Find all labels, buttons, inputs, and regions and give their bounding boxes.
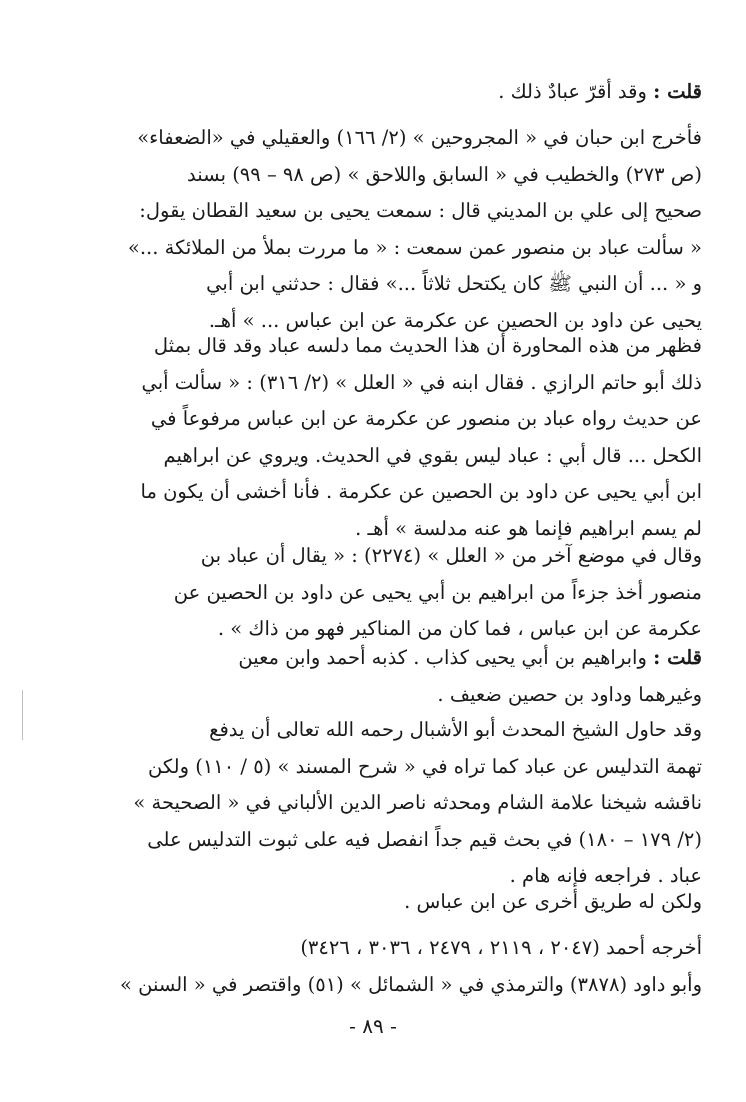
text-line: (٢/ ١٧٩ – ١٨٠) في بحث قيم جداً انفصل فيه على ثبوت التدليس على	[147, 827, 702, 851]
paragraph-3	[62, 328, 702, 547]
paragraph-7	[62, 884, 702, 921]
text-line: عن حديث رواه عباد بن منصور عن عكرمة عن ابن عباس مرفوعاً في	[150, 407, 702, 430]
text-line: أخرجه أحمد (٢٠٤٧ ، ٢١١٩ ، ٢٤٧٩ ، ٣٠٣٦ ، ٣٤٢٦)	[300, 936, 702, 959]
text-line	[62, 640, 702, 677]
page-number: - ٨٩ -	[349, 1014, 397, 1038]
text-line: وغيرهما وداود بن حصين ضعيف .	[437, 682, 702, 706]
text-line: صحيح إلى علي بن المديني قال : سمعت يحيى بن سعيد القطان يقول:	[139, 199, 702, 222]
paragraph-lead: قلت :	[653, 80, 702, 103]
paragraph-2	[62, 120, 702, 339]
paragraph-4	[62, 538, 702, 648]
paragraph-5	[62, 640, 702, 713]
margin-scan-mark	[22, 690, 23, 740]
text-line: ولكن له طريق أخرى عن ابن عباس .	[404, 890, 702, 913]
text-line: وأبو داود (٣٨٧٨) والترمذي في « الشمائل » (٥١) واقتصر في « السنن »	[119, 972, 702, 996]
text-line: لم يسم ابراهيم فإنما هو عنه مدلسة » أهـ .	[355, 516, 702, 540]
text-line: وقد حاول الشيخ المحدث أبو الأشبال رحمه الله تعالى أن يدفع	[209, 718, 702, 741]
paragraph-1	[62, 74, 702, 111]
text-line: منصور أخذ جزءاً من ابراهيم بن أبي يحيى عن داود بن الحصين عن	[173, 580, 702, 604]
text-line: ابن أبي يحيى عن داود بن الحصين عن عكرمة . فأنا أخشى أن يكون ما	[140, 480, 702, 503]
text-line: « سألت عباد بن منصور عمن سمعت : « ما مررت بملأ من الملائكة ...»	[127, 235, 702, 259]
text-line: فأخرج ابن حبان في « المجروحين » (٢/ ١٦٦) والعقيلي في «الضعفاء»	[137, 126, 702, 149]
text-line: ذلك أبو حاتم الرازي . فقال ابنه في « العلل » (٢/ ٣١٦) : « سألت أبي	[141, 370, 702, 394]
text-line: الكحل ... قال أبي : عباد ليس بقوي في الحديث. ويروي عن ابراهيم	[163, 443, 702, 467]
text-line: ناقشه شيخنا علامة الشام ومحدثه ناصر الدين الألباني في « الصحيحة »	[133, 791, 702, 814]
paragraph-8	[62, 930, 702, 1003]
line-text: وابراهيم بن أبي يحيى كذاب . كذبه أحمد وابن معين	[238, 646, 647, 669]
paragraph-6	[62, 712, 702, 895]
text-line: عكرمة عن ابن عباس ، فما كان من المناكير فهو من ذاك » .	[217, 617, 702, 640]
line-text: وقد أقرّ عبادٌ ذلك .	[498, 80, 647, 103]
text-line: وقال في موضع آخر من « العلل » (٢٢٧٤) : « يقال أن عباد بن	[200, 544, 702, 567]
text-line: عباد . فراجعه فإنه هام .	[509, 864, 702, 887]
text-line: (ص ٢٧٣) والخطيب في « السابق واللاحق » (ص ٩٨ – ٩٩) بسند	[187, 162, 702, 186]
text-line: فظهر من هذه المحاورة أن هذا الحديث مما دلسه عباد وقد قال بمثل	[153, 334, 702, 357]
paragraph-lead: قلت :	[653, 646, 702, 669]
text-line: تهمة التدليس عن عباد كما تراه في « شرح المسند » (٥ / ١١٠) ولكن	[148, 754, 702, 778]
text-line: و « ... أن النبي ﷺ كان يكتحل ثلاثاً ...» فقال : حدثني ابن أبي	[206, 272, 702, 295]
text-line: يحيى عن داود بن الحصين عن عكرمة عن ابن عباس ... » أهـ.	[208, 308, 702, 332]
text-line	[62, 74, 702, 111]
